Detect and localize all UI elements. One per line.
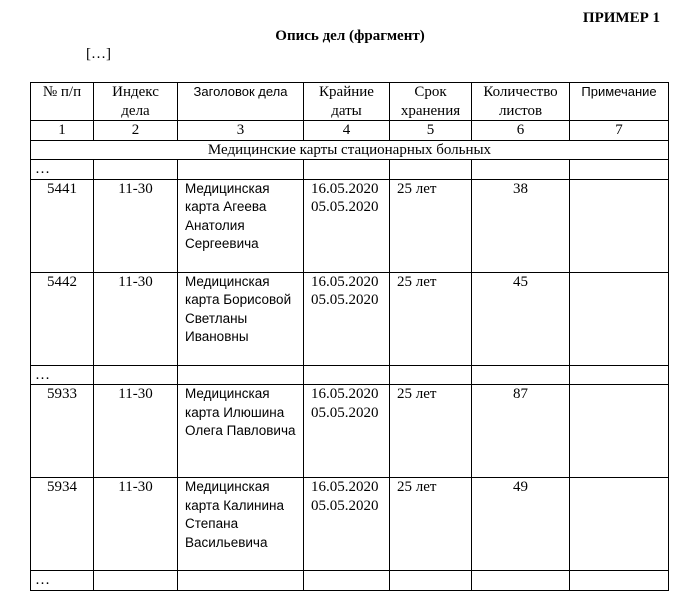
section-title: Медицинские карты стационарных больных [31,140,669,160]
empty-cell [178,365,304,385]
case-note [570,272,669,365]
gap-marker: … [31,365,94,385]
case-number: 5441 [31,179,94,272]
header-cell-title: Заголовок дела [178,83,304,121]
empty-cell [94,571,178,591]
case-note [570,385,669,478]
table-row [31,272,669,365]
case-title: Медицинская карта Агеева Анатолия Сергеевича [178,179,304,272]
case-title: Медицинская карта Борисовой Светланы Ивановны [178,272,304,365]
empty-cell [390,365,472,385]
retention-term: 25 лет [390,478,472,571]
empty-cell [472,365,570,385]
retention-term: 25 лет [390,179,472,272]
case-index: 11-30 [94,385,178,478]
column-number: 5 [390,121,472,141]
table-row [31,179,669,272]
column-number: 3 [178,121,304,141]
header-cell-note: Примечание [570,83,669,121]
section-row [31,140,669,160]
gap-marker: … [31,160,94,180]
case-index: 11-30 [94,179,178,272]
empty-cell [390,571,472,591]
case-note [570,179,669,272]
case-number: 5933 [31,385,94,478]
sheet-count: 49 [472,478,570,571]
empty-cell [472,571,570,591]
case-dates: 16.05.2020 05.05.2020 [304,179,390,272]
empty-cell [304,571,390,591]
empty-cell [472,160,570,180]
column-number: 6 [472,121,570,141]
gap-row [31,571,669,591]
case-index: 11-30 [94,272,178,365]
retention-term: 25 лет [390,272,472,365]
sheet-count: 38 [472,179,570,272]
column-number: 1 [31,121,94,141]
case-title: Медицинская карта Калинина Степана Васильевича [178,478,304,571]
table-row [31,478,669,571]
empty-cell [94,160,178,180]
empty-cell [94,365,178,385]
column-number-row [31,121,669,141]
sheet-count: 87 [472,385,570,478]
gap-row [31,160,669,180]
column-number: 7 [570,121,669,141]
document-title: Опись дел (фрагмент) [275,28,425,44]
column-number: 2 [94,121,178,141]
empty-cell [570,571,669,591]
case-title: Медицинская карта Илюшина Олега Павловича [178,385,304,478]
header-cell-number: № п/п [31,83,94,121]
table-row [31,385,669,478]
empty-cell [570,160,669,180]
header-cell-index: Индекс дела [94,83,178,121]
example-label: ПРИМЕР 1 [582,10,660,26]
case-number: 5442 [31,272,94,365]
case-note [570,478,669,571]
case-index: 11-30 [94,478,178,571]
omission-marker: […] [86,46,111,62]
gap-marker: … [31,571,94,591]
retention-term: 25 лет [390,385,472,478]
case-number: 5934 [31,478,94,571]
sheet-count: 45 [472,272,570,365]
empty-cell [304,160,390,180]
empty-cell [178,571,304,591]
empty-cell [304,365,390,385]
header-row [31,83,669,121]
header-cell-dates: Крайние даты [304,83,390,121]
case-dates: 16.05.2020 05.05.2020 [304,272,390,365]
case-dates: 16.05.2020 05.05.2020 [304,478,390,571]
column-number: 4 [304,121,390,141]
empty-cell [178,160,304,180]
case-dates: 16.05.2020 05.05.2020 [304,385,390,478]
header-cell-sheets: Количество листов [472,83,570,121]
empty-cell [570,365,669,385]
gap-row [31,365,669,385]
empty-cell [390,160,472,180]
inventory-table [30,82,669,591]
header-cell-term: Срок хранения [390,83,472,121]
